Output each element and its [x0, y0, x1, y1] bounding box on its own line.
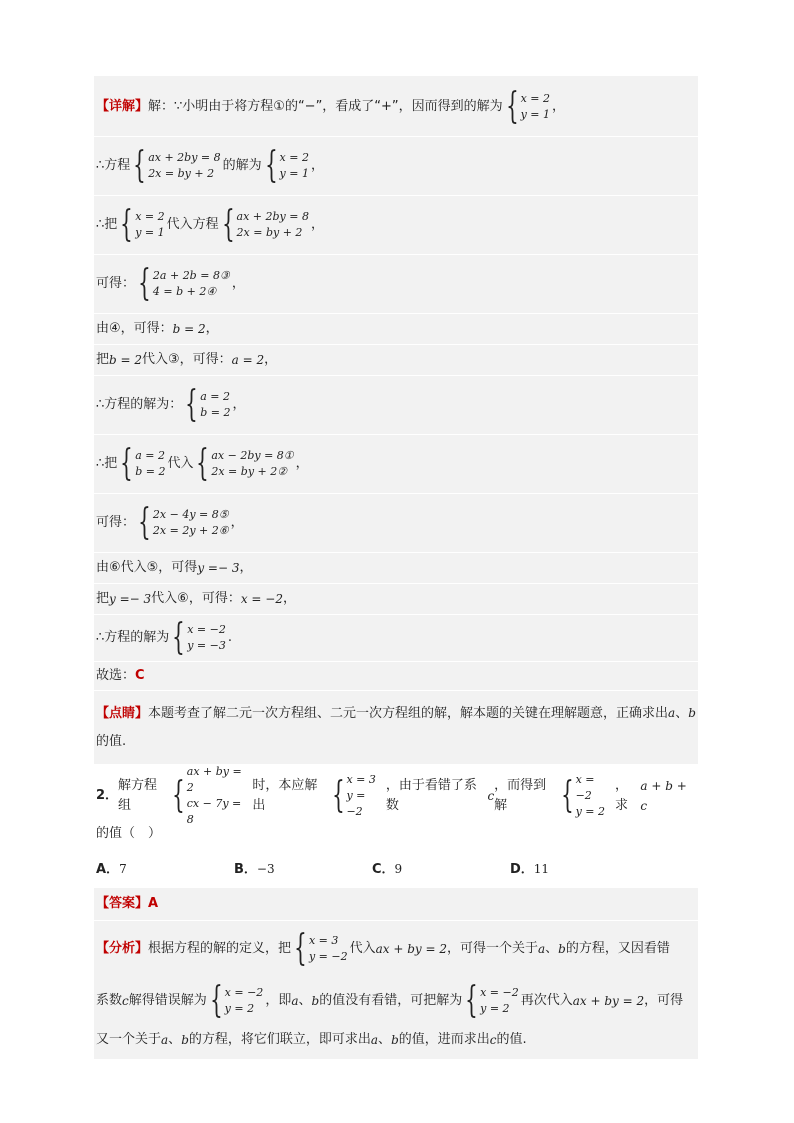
equation-system: { ax + 2by = 8 2x = by + 2: [221, 204, 309, 245]
equation-system: { 2a + 2b = 8③ 4 = b + 2④: [138, 263, 230, 304]
choice-band: [94, 662, 698, 690]
option-a[interactable]: A．7: [96, 861, 127, 877]
detail-text: 解：∵小明由于将方程①的“−”，看成了“+”，因而得到的解为: [148, 99, 503, 114]
comment-text: 【点睛】本题考查了解二元一次方程组、二元一次方程组的解，解本题的关键在理解题意，正确求出a、b的值.: [96, 706, 696, 749]
equation-system: { a = 2 b = 2: [120, 443, 166, 484]
equation-system: { x = −2 y = 2: [209, 980, 264, 1021]
equation-system: { x = 3 y = −2: [331, 773, 376, 818]
detail-line-5-band: [94, 314, 698, 344]
detail-line-6-band: [94, 345, 698, 375]
comment-tag: 【点睛】: [96, 706, 149, 721]
equation-system: { x = −2 y = −3: [172, 617, 226, 658]
equation-system: { ax + 2by = 8 2x = by + 2: [133, 145, 221, 186]
choice-value: C: [135, 668, 145, 683]
equation-system: { a = 2 b = 2: [185, 384, 231, 425]
question-2: [94, 766, 698, 882]
detail-line-6: 把 b = 2 代入③，可得： a = 2 ，: [96, 352, 278, 367]
choice-line: 故选： C: [96, 666, 696, 686]
detail-line-2: ∴方程 { ax + 2by = 8 2x = by + 2 的解为 { x = 2 y = 1 ，: [96, 145, 324, 186]
analysis-line-1: 【分析】 根据方程的解的定义，把 { x = 3 y = −2 代入 ax + by = 2 ，可得一个关于 a 、 b 的方程，又因看错: [96, 928, 670, 969]
question-2-line-2: 的值（ ）: [96, 826, 162, 841]
detail-line-4: 可得： { 2a + 2b = 8③ 4 = b + 2④ ，: [96, 263, 245, 304]
comment-section: [94, 691, 698, 764]
answer-tag: 【答案】: [96, 896, 149, 911]
equation-system: { ax + by = 2 cx − 7y = 8: [172, 765, 242, 826]
equation-system: { 2x − 4y = 8⑤ 2x = 2y + 2⑥: [138, 502, 229, 543]
equation-system: { x = −2 y = 2: [560, 773, 606, 818]
detail-line-2-band: [94, 137, 698, 195]
detail-line-12: ∴方程的解为 { x = −2 y = −3 .: [96, 617, 232, 658]
detail-line-1: 【详解】 解：∵小明由于将方程①的“−”，看成了“+”，因而得到的解为 { x = 2 y = 1 ，: [96, 86, 566, 127]
analysis-tag: 【分析】: [96, 941, 149, 956]
detail-tag: 【详解】: [96, 99, 149, 114]
option-b[interactable]: B．−3: [234, 861, 275, 877]
detail-line-3: ∴把 { x = 2 y = 1 代入方程 { ax + 2by = 8 2x = by + 2 ，: [96, 204, 324, 245]
equation-system: { x = 2 y = 1: [120, 204, 165, 245]
equation-system: { ax − 2by = 8① 2x = by + 2②: [196, 443, 294, 484]
question-number: 2．: [96, 788, 119, 803]
detail-line-7-band: [94, 376, 698, 434]
detail-line-11-band: [94, 584, 698, 614]
detail-line-9-band: [94, 494, 698, 552]
detail-section: [94, 76, 698, 136]
equation-system: { x = 2 y = 1: [264, 145, 309, 186]
detail-line-12-band: [94, 615, 698, 661]
equation-system: { x = −2 y = 2: [465, 980, 519, 1021]
document-page: [94, 76, 698, 1059]
analysis-line-2: 系数 c 解得错误解为 { x = −2 y = 2 ，即 a 、 b 的值没有看错，可把解为 { x = −2 y = 2 再次代入 ax + by = 2 ，可得: [96, 980, 684, 1021]
detail-line-8-band: [94, 435, 698, 493]
detail-line-8: ∴把 { a = 2 b = 2 代入 { ax − 2by = 8① 2x = by + 2② ，: [96, 443, 309, 484]
answer-section: [94, 888, 698, 920]
option-list: [96, 856, 696, 878]
detail-line-5: 由④，可得： b = 2 ，: [96, 321, 219, 336]
detail-line-11: 把 y =− 3 代入⑥，可得： x = −2 ，: [96, 591, 296, 606]
detail-line-10: 由⑥代入⑤，可得 y =− 3 ，: [96, 560, 253, 575]
question-2-line-1: 2． 解方程组 { ax + by = 2 cx − 7y = 8 时，本应解出 { x = 3 y = −2 ，由于看错了系数 c ，而得到解 { x = −2 y = 2 ，求 a + b + c: [96, 765, 687, 826]
detail-line-3-band: [94, 196, 698, 254]
detail-line-9: 可得： { 2x − 4y = 8⑤ 2x = 2y + 2⑥ ，: [96, 502, 244, 543]
detail-line-7: ∴方程的解为： { a = 2 b = 2 ，: [96, 384, 246, 425]
equation-system: { x = 2 y = 1: [505, 86, 551, 127]
detail-line-4-band: [94, 255, 698, 313]
answer-line: [96, 894, 696, 914]
option-d[interactable]: D．11: [510, 861, 550, 877]
answer-value: A: [148, 896, 159, 911]
equation-system: { x = 3 y = −2: [294, 928, 348, 969]
analysis-section: [94, 921, 698, 1059]
option-c[interactable]: C．9: [372, 861, 403, 877]
detail-line-10-band: [94, 553, 698, 583]
analysis-line-3: 又一个关于 a 、 b 的方程，将它们联立，即可求出 a 、 b 的值，进而求出 c 的值.: [96, 1032, 527, 1047]
